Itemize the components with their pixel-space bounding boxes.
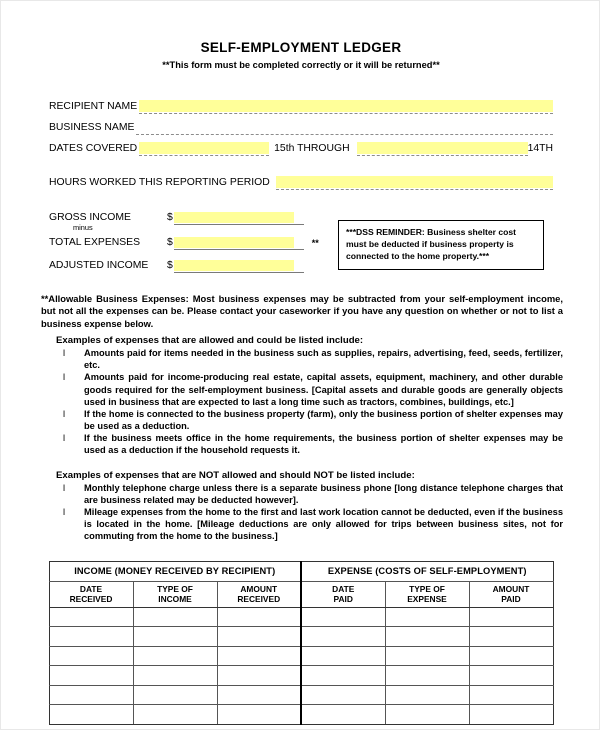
column-header-date-paid — [301, 581, 385, 607]
cell-type-of-expense[interactable] — [385, 685, 469, 705]
ledger-group-header-row — [49, 561, 553, 581]
cell-date-received[interactable] — [49, 646, 133, 666]
ledger-table-head — [49, 561, 553, 607]
minus-operator-label: minus — [73, 223, 93, 232]
dates-covered-label: DATES COVERED — [49, 143, 138, 154]
business-name-label: BUSINESS NAME — [49, 122, 135, 133]
gross-income-input[interactable] — [174, 212, 294, 223]
cell-amount-paid[interactable] — [469, 646, 553, 666]
cell-type-of-income[interactable] — [133, 705, 217, 725]
column-header-line: AMOUNT — [240, 583, 278, 594]
table-row — [49, 685, 553, 705]
dates-covered-to-input[interactable] — [357, 142, 528, 154]
cell-date-paid[interactable] — [301, 607, 385, 627]
cell-type-of-expense[interactable] — [385, 607, 469, 627]
list-item — [63, 371, 563, 407]
field-row-hours-worked — [49, 171, 553, 188]
table-row — [49, 646, 553, 666]
cell-date-received[interactable] — [49, 666, 133, 686]
column-header-amount-paid — [469, 581, 553, 607]
cell-amount-received[interactable] — [217, 627, 301, 647]
dates-covered-tail-label: 14TH — [527, 143, 553, 154]
hours-worked-label: HOURS WORKED THIS REPORTING PERIOD — [49, 177, 270, 188]
column-header-type-of-income — [133, 581, 217, 607]
cell-date-received[interactable] — [49, 705, 133, 725]
cell-type-of-income[interactable] — [133, 607, 217, 627]
cell-type-of-income[interactable] — [133, 627, 217, 647]
table-row — [49, 627, 553, 647]
page-subtitle: **This form must be completed correctly or it will be returned** — [162, 60, 440, 70]
adjusted-income-currency: $ — [167, 260, 173, 271]
adjusted-income-input[interactable] — [174, 260, 294, 271]
cell-type-of-expense[interactable] — [385, 705, 469, 725]
cell-date-paid[interactable] — [301, 666, 385, 686]
cell-type-of-expense[interactable] — [385, 666, 469, 686]
dates-covered-from-input[interactable] — [139, 142, 269, 154]
ledger-table — [49, 561, 554, 725]
list-item — [63, 347, 563, 371]
adjusted-income-label: ADJUSTED INCOME — [49, 260, 149, 271]
column-header-line: DATE — [332, 583, 355, 594]
dss-reminder-box: ***DSS REMINDER: Business shelter cost must be deducted if business property is connected to the home property.*** — [338, 220, 544, 270]
income-summary-block — [49, 207, 600, 279]
list-item-text: If the home is connected to the business property (farm), only the business portion of shelter expenses may be used as a deduction. — [84, 408, 563, 431]
list-item — [63, 408, 563, 432]
gross-income-currency: $ — [167, 212, 173, 223]
not-allowed-examples-heading: Examples of expenses that are NOT allowed and should NOT be listed include: — [56, 470, 415, 482]
column-header-line: INCOME — [158, 594, 192, 605]
table-row — [49, 705, 553, 725]
ledger-table-body — [49, 607, 553, 724]
column-header-type-of-expense — [385, 581, 469, 607]
group-header-expense: EXPENSE (COSTS OF SELF-EMPLOYMENT) — [301, 561, 553, 581]
cell-date-paid[interactable] — [301, 646, 385, 666]
total-expenses-footnote-marker: ** — [311, 238, 319, 248]
cell-type-of-income[interactable] — [133, 666, 217, 686]
list-item — [63, 482, 563, 506]
cell-date-paid[interactable] — [301, 705, 385, 725]
allowed-examples-list — [63, 347, 563, 456]
column-header-amount-received — [217, 581, 301, 607]
list-item-text: If the business meets office in the home requirements, the business portion of shelter expenses may be used as a deduction if the household requests it. — [84, 432, 563, 455]
cell-type-of-expense[interactable] — [385, 627, 469, 647]
bullet-icon: l — [63, 483, 66, 494]
bullet-icon: l — [63, 348, 66, 359]
bullet-icon: l — [63, 432, 66, 443]
bullet-icon: l — [63, 372, 66, 383]
recipient-name-input[interactable] — [139, 100, 553, 112]
bullet-icon: l — [63, 507, 66, 518]
column-header-line: DATE — [79, 583, 103, 594]
list-item-text: Mileage expenses from the home to the first and last work location cannot be deducted, even if the business is located in the home. [Mileage deductions are only allowed for trips between business sites, not for commuting from the home to the business.] — [84, 507, 563, 542]
not-allowed-examples-list — [63, 482, 563, 542]
allowable-expenses-paragraph: **Allowable Business Expenses: Most business expenses may be subtracted from your self-employment income, but not all the expenses can be. Please contact your caseworker if you have any question on whether or not to list a business expense below. — [41, 293, 563, 329]
total-expenses-input[interactable] — [174, 237, 294, 248]
business-name-input[interactable] — [136, 121, 553, 133]
dates-covered-mid-label: 15th THROUGH — [274, 143, 350, 154]
ledger-column-header-row — [49, 581, 553, 607]
cell-type-of-expense[interactable] — [385, 646, 469, 666]
column-header-line: PAID — [333, 594, 353, 605]
cell-date-received[interactable] — [49, 627, 133, 647]
cell-amount-paid[interactable] — [469, 685, 553, 705]
cell-amount-received[interactable] — [217, 666, 301, 686]
cell-type-of-income[interactable] — [133, 646, 217, 666]
column-header-line: PAID — [501, 594, 521, 605]
table-row — [49, 607, 553, 627]
column-header-line: TYPE OF — [409, 583, 445, 594]
table-row — [49, 666, 553, 686]
list-item-text: Monthly telephone charge unless there is a separate business phone [long distance telephone charges that are business related may be deducted however]. — [84, 483, 563, 506]
gross-income-label: GROSS INCOME — [49, 212, 131, 223]
recipient-name-label: RECIPIENT NAME — [49, 101, 138, 112]
cell-date-paid[interactable] — [301, 685, 385, 705]
list-item-text: Amounts paid for items needed in the business such as supplies, repairs, advertising, feed, seeds, fertilizer, etc. — [84, 348, 563, 371]
field-row-recipient-name — [49, 95, 553, 112]
cell-amount-received[interactable] — [217, 646, 301, 666]
column-header-date-received — [49, 581, 133, 607]
list-item-text: Amounts paid for income-producing real estate, capital assets, equipment, machinery, and other durable goods required for the self-employment business. [Capital assets and durable goods are generally objects used in business that are expected to last a long time such as tractors, combines, buildings, etc.] — [84, 372, 563, 407]
cell-amount-paid[interactable] — [469, 666, 553, 686]
cell-amount-received[interactable] — [217, 607, 301, 627]
list-item — [63, 432, 563, 456]
hours-worked-input[interactable] — [276, 176, 553, 188]
cell-amount-received[interactable] — [217, 705, 301, 725]
cell-amount-paid[interactable] — [469, 627, 553, 647]
cell-amount-paid[interactable] — [469, 607, 553, 627]
cell-date-received[interactable] — [49, 685, 133, 705]
column-header-line: EXPENSE — [407, 594, 447, 605]
field-row-business-name — [49, 116, 553, 133]
field-row-dates-covered — [49, 137, 553, 154]
form-fields-block — [49, 95, 553, 188]
bullet-icon: l — [63, 408, 66, 419]
column-header-line: RECEIVED — [69, 594, 113, 605]
page-title: SELF-EMPLOYMENT LEDGER — [200, 40, 402, 55]
group-header-income: INCOME (MONEY RECEIVED BY RECIPIENT) — [49, 561, 301, 581]
column-header-line: TYPE OF — [157, 583, 193, 594]
allowed-examples-heading: Examples of expenses that are allowed and could be listed include: — [56, 335, 364, 347]
cell-type-of-income[interactable] — [133, 685, 217, 705]
cell-amount-paid[interactable] — [469, 705, 553, 725]
cell-amount-received[interactable] — [217, 685, 301, 705]
total-expenses-label: TOTAL EXPENSES — [49, 237, 141, 248]
list-item — [63, 506, 563, 542]
column-header-line: AMOUNT — [492, 583, 530, 594]
column-header-line: RECEIVED — [237, 594, 281, 605]
cell-date-paid[interactable] — [301, 627, 385, 647]
cell-date-received[interactable] — [49, 607, 133, 627]
total-expenses-currency: $ — [167, 237, 173, 248]
